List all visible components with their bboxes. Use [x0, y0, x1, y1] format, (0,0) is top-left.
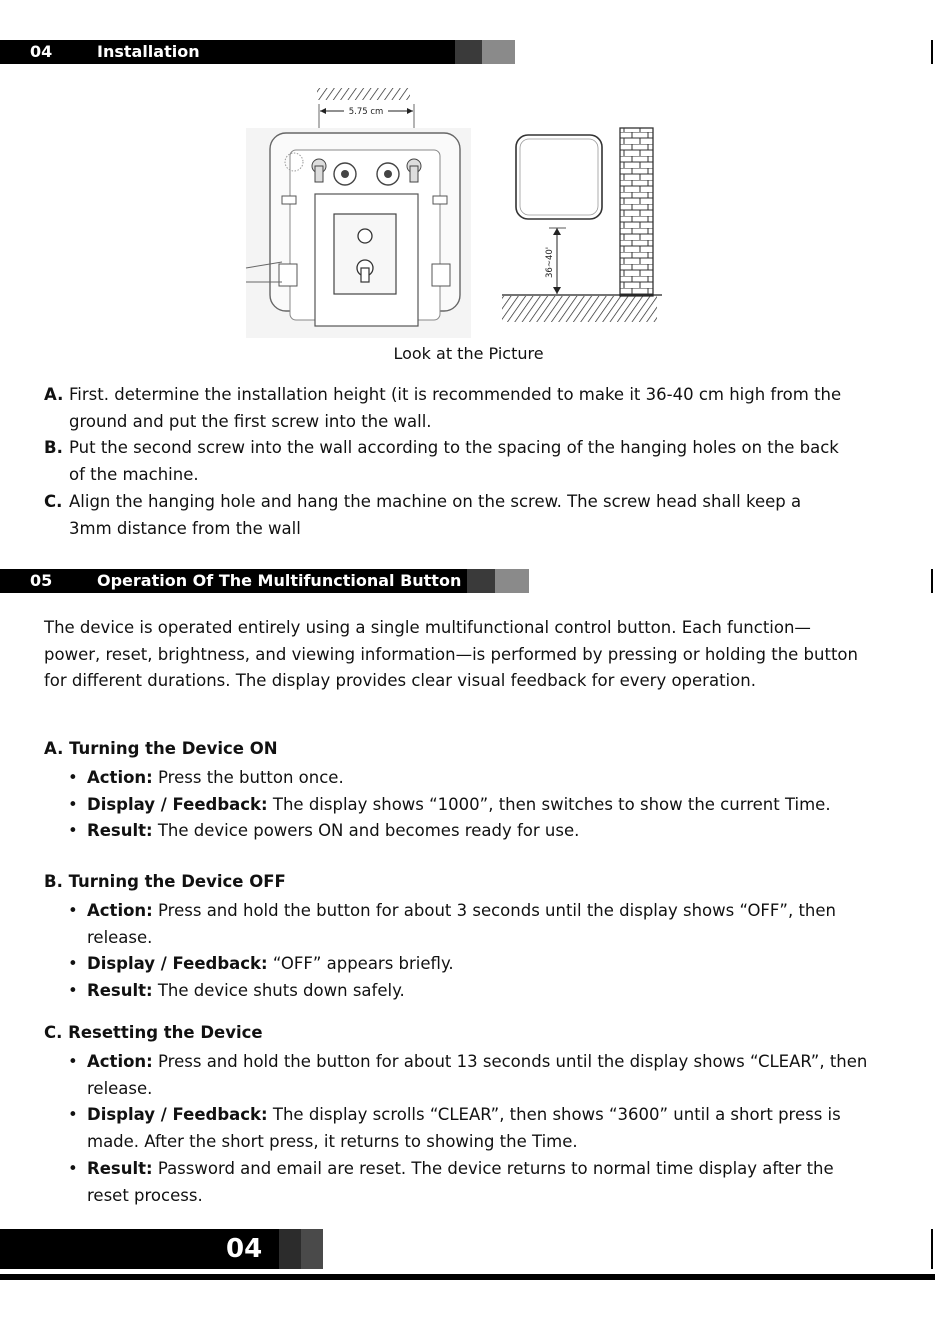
- step-letter: A.: [44, 385, 64, 404]
- operation-heading: A. Turning the Device ON: [44, 739, 278, 758]
- item-text: The display shows “1000”, then switches to show the current Time.: [267, 794, 831, 814]
- item-label: Result:: [87, 1158, 153, 1178]
- footer-page-bar: [0, 1229, 323, 1269]
- section-number: 04: [30, 42, 53, 61]
- item-label: Display / Feedback:: [87, 1105, 268, 1125]
- install-step: [44, 382, 844, 435]
- device-side-view: [516, 135, 602, 219]
- item-text: The device powers ON and becomes ready for use.: [152, 821, 580, 841]
- item-label: Action:: [87, 901, 153, 920]
- section-title: Operation Of The Multifunctional Button: [97, 571, 462, 590]
- step-letter: C.: [44, 491, 63, 511]
- operation-heading: B. Turning the Device OFF: [44, 872, 286, 891]
- item-text: Press and hold the button for about 13 seconds until the display shows “CLEAR”, then release.: [87, 1052, 868, 1098]
- operation-item: [44, 898, 874, 951]
- page-number: 04: [226, 1234, 263, 1264]
- header-accent-light: [482, 40, 515, 64]
- step-letter: B.: [44, 438, 63, 458]
- item-label: Display / Feedback:: [87, 794, 268, 814]
- installation-illustration: [0, 80, 937, 342]
- operation-item: [44, 978, 874, 1005]
- header-accent-light: [495, 569, 529, 593]
- figure-caption: Look at the Picture: [393, 344, 544, 363]
- brick-wall: [620, 128, 653, 296]
- page-edge-mark: [931, 1229, 933, 1269]
- item-label: Result:: [87, 981, 153, 1001]
- operation-item: [44, 792, 874, 819]
- item-label: Display / Feedback:: [87, 954, 268, 974]
- header-accent-dark: [467, 569, 495, 593]
- item-label: Result:: [87, 821, 153, 841]
- page-edge-mark: [931, 40, 933, 64]
- operation-section: [44, 870, 874, 1005]
- operation-item: [44, 951, 874, 978]
- spacing-label: 5.75 cm: [348, 107, 384, 117]
- ceiling-hatch: [317, 88, 410, 100]
- operation-section: [44, 1021, 874, 1209]
- install-step: [44, 435, 844, 488]
- installation-steps: [44, 382, 844, 542]
- operation-section: [44, 737, 874, 845]
- operation-item: [44, 818, 874, 845]
- header-accent-dark: [455, 40, 482, 64]
- intro-paragraph: The device is operated entirely using a single multifunctional control button. Each function—power, reset, brightness, and viewing information—is performed by pressing or holding the button for different durations. The display provides clear visual feedback for every operation.: [44, 618, 858, 691]
- section-title: Installation: [97, 42, 200, 61]
- item-text: Press and hold the button for about 3 seconds until the display shows “OFF”, then release.: [87, 901, 836, 947]
- item-text: “OFF” appears briefly.: [267, 954, 454, 974]
- step-text: Put the second screw into the wall according to the spacing of the hanging holes on the back of the machine.: [69, 438, 839, 485]
- item-label: Action:: [87, 768, 153, 787]
- item-text: The display scrolls “CLEAR”, then shows “3600” until a short press is made. After the short press, it returns to showing the Time.: [87, 1105, 841, 1152]
- operation-item: [44, 1102, 874, 1155]
- section-header-operation: [0, 569, 529, 593]
- section-number: 05: [30, 571, 53, 590]
- item-text: Password and email are reset. The device returns to normal time display after the reset process.: [87, 1158, 834, 1205]
- operation-item: [44, 1049, 874, 1102]
- operation-item: [44, 765, 874, 792]
- step-text: First. determine the installation height (it is recommended to make it 36-40 cm high from the ground and put the first screw into the wall.: [69, 385, 842, 431]
- footer-accent-dark: [279, 1229, 301, 1269]
- footer-accent-light: [301, 1229, 323, 1269]
- page-edge-mark: [931, 569, 933, 593]
- operation-heading: C. Resetting the Device: [44, 1023, 263, 1042]
- install-step: [44, 489, 844, 542]
- floor-hatch: [502, 296, 657, 322]
- step-text: Align the hanging hole and hang the machine on the screw. The screw head shall keep a 3mm distance from the wall: [69, 491, 802, 538]
- item-text: The device shuts down safely.: [152, 981, 405, 1001]
- operation-item: [44, 1156, 874, 1209]
- height-label: 36~40': [545, 246, 555, 278]
- item-text: Press the button once.: [152, 768, 344, 787]
- bottom-rule: [0, 1274, 935, 1280]
- item-label: Action:: [87, 1052, 153, 1071]
- section-header-installation: [0, 40, 515, 64]
